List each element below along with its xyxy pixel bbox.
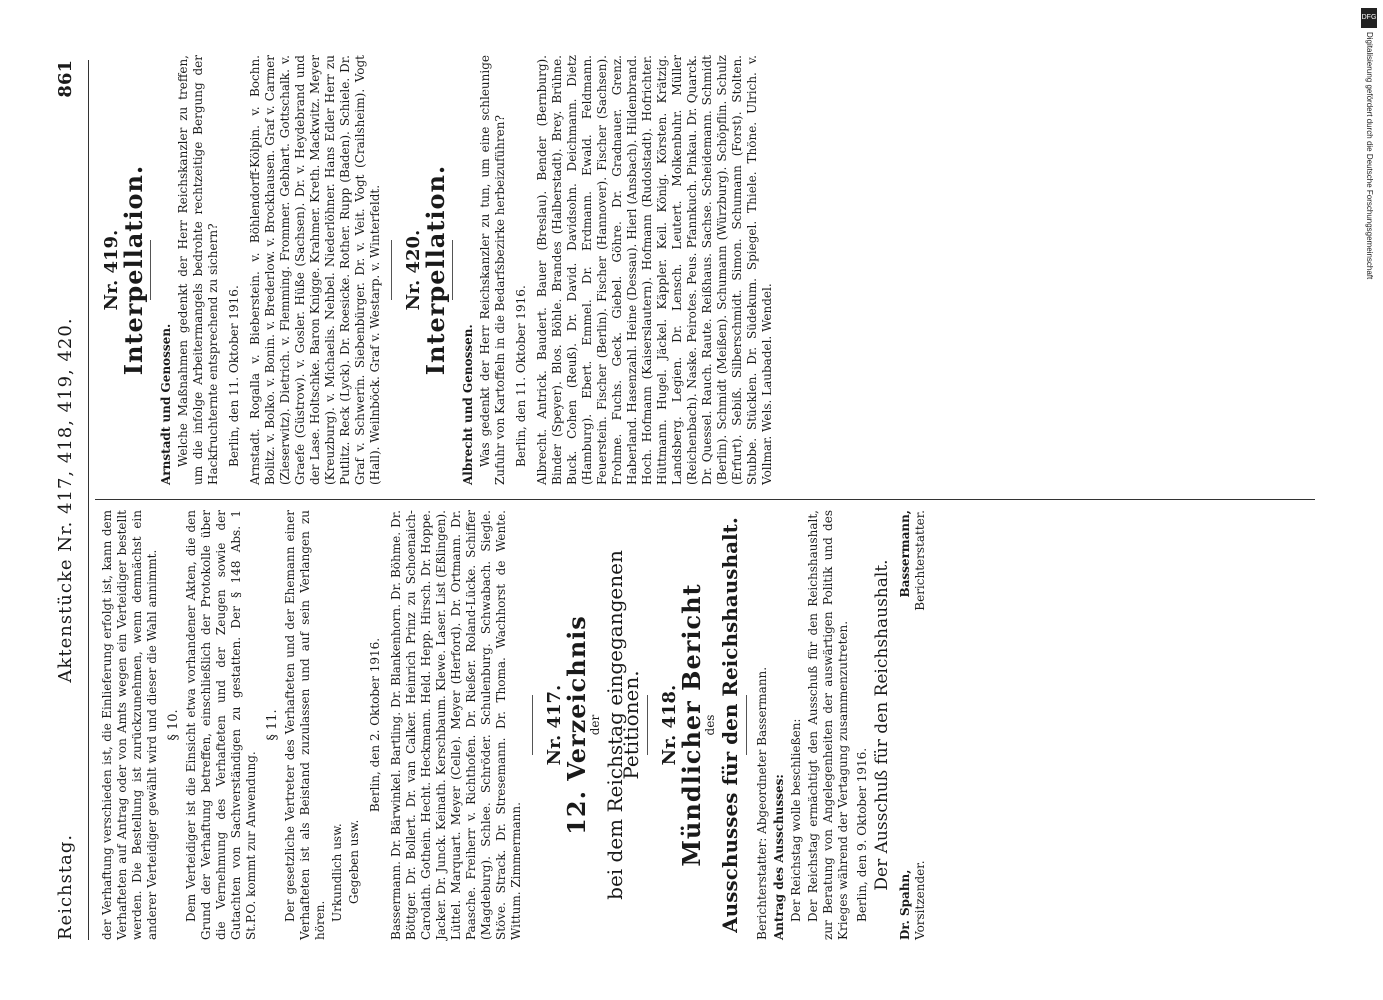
page-header: [55, 60, 85, 940]
nr-417-subtitle: bei dem Reichstag eingegangenen Petitionen.: [603, 550, 643, 900]
nr-419-intro: Arnstadt und Genossen.: [159, 323, 173, 485]
separator: [746, 695, 747, 755]
nr-420: Nr. 420.: [403, 229, 424, 311]
closing-line-1: Urkundlich usw.: [330, 823, 344, 922]
section-10-title: § 10.: [166, 709, 181, 741]
separator: [452, 240, 453, 300]
nr-420-date: Berlin, den 11. Oktober 1916.: [514, 285, 528, 467]
nr-418: Nr. 418.: [659, 684, 680, 766]
date-1: Berlin, den 2. Oktober 1916.: [368, 637, 382, 813]
closing-line-2: Gegeben usw.: [347, 819, 361, 904]
page-number: 861: [55, 60, 76, 98]
signers-list-1: Bassermann. Dr. Bärwinkel. Bartling. Dr. Blankenhorn. Dr. Böhme. Dr. Böttger. Dr. Bollert. Dr. van Calker. Heinrich Prinz zu Schoenaich-Carolath. Gothein. Hecht. Heckmann. Held. Hepp. Hirsch. Dr. Hoppe. Jacker. Dr. Junck. Keinath. Kerschbaum. Klewe. Laser. List (Eßlingen). Lüttel. Marquart. Meyer (Celle). Meyer (Herford). Dr. Ortmann. Dr. Paasche. Freiherr v. Richthofen. Dr. Rießer. Roland-Lücke. Schiffer (Magdeburg). Schlee. Schröder. Schulenburg. Schwabach. Siegle. Stöve. Strack. Dr. Stresemann. Dr. Thoma. Wachhorst de Wente. Wittum. Zimmermann.: [389, 510, 523, 940]
antrag-text-2: Der Reichstag ermächtigt den Ausschuß für den Reichshaushalt, zur Beratung von Angelegenheiten der auswärtigen Politik und des Krieges während der Vertagung zusammenzutreten.: [806, 510, 850, 940]
nr-418-title: Mündlicher Bericht: [677, 583, 706, 867]
signature-right-role: Berichterstatter.: [913, 510, 927, 611]
nr-420-intro: Albrecht und Genossen.: [461, 324, 475, 485]
right-column: [100, 55, 777, 485]
nr-420-title: Interpellation.: [421, 164, 450, 376]
committee-name: Der Ausschuß für den Reichshaushalt.: [872, 559, 892, 891]
header-title: Aktenstücke Nr. 417, 418, 419, 420.: [55, 317, 76, 683]
dfg-stamp-text: Digitalisierung gefördert durch die Deutsche Forschungsgemeinschaft: [1365, 32, 1374, 280]
paragraph-top: der Verhaftung verschieden ist, die Einlieferung erfolgt ist, kann dem Verhafteten auf Antrag oder von Amts wegen ein Verteidiger bestellt werden. Die Bestellung ist zurückzunehmen, wenn demnächst ein anderer Verteidiger gewählt wird und dieser die Wahl annimmt.: [100, 510, 159, 940]
header-rule: [88, 60, 89, 940]
berichterstatter: Berichterstatter: Abgeordneter Bassermann.: [755, 666, 769, 940]
signatures: [898, 510, 928, 940]
signature-left-role: Vorsitzender.: [913, 860, 927, 940]
dfg-stamp: [1360, 10, 1378, 400]
nr-420-signers: Albrecht. Antrick. Baudert. Bauer (Breslau). Bender (Bernburg). Binder (Speyer). Blos. Böhle. Brandes (Halberstadt). Brey. Brühne. Buck. Cohen (Reuß). Dr. David. Davidsohn. Deichmann. Dietz (Hamburg). Ebert. Emmel. Dr. Erdmann. Ewald. Feldmann. Feuerstein. Fischer (Berlin). Fischer (Hannover). Fischer (Sachsen). Frohme. Fuchs. Geck. Giebel. Göhre. Dr. Gradnauer. Grenz. Haberland. Hasenzahl. Heine (Dessau). Hierl (Ansbach). Hildenbrand. Hoch. Hofmann (Kaiserslautern). Hofmann (Rudolstadt). Hofrichter. Hüttmann. Hugel. Jäckel. Käppler. Keil. König. Körsten. Krätzig. Landsberg. Legien. Dr. Lensch. Leutert. Molkenbuhr. Müller (Reichenbach). Naske. Peirotes. Peus. Pfannkuch. Pinkau. Dr. Quarck. Dr. Quessel. Rauch. Raute. Reißhaus. Sachse. Scheidemann. Schmidt (Berlin). Schmidt (Meißen). Schumann (Würzburg). Schöpflin. Schulz (Erfurt). Sebiß. Silberschmidt. Simon. Schumann (Forst). Stolten. Stubbe. Stücklen. Dr. Südekum. Spiegel. Thiele. Thöne. Ulrich. v. Vollmar. Wels. Laubadel. Wendel.: [535, 55, 774, 485]
section-11-text: Der gesetzliche Vertreter des Verhafteten und der Ehemann einer Verhafteten ist als Beistand zuzulassen und auf sein Verlangen zu hören.: [283, 510, 327, 940]
nr-418-des: des: [703, 714, 717, 736]
separator: [532, 695, 533, 755]
signature-left-name: Dr. Spahn,: [898, 869, 912, 940]
nr-419-signers: Arnstadt. Rogalla v. Bieberstein. v. Böhlendorff-Kölpin. v. Bochn. Bolitz. v. Bolko. v. Bonin. v. Brederlow. v. Brockhausen. Graf v. Carmer (Zieserwitz). Dietrich. v. Flemming. Frommer. Gebhart. Gottschalk. v. Graefe (Güstrow). v. Gosler. Hüße (Sachsen). Dr. v. Heydebrand und der Lase. Holtschke. Baron Knigge. Krahmer. Kreth. Mackwitz. Meyer (Kreuzburg). v. Michaelis. Nehbel. Niederlöhner. Hans Edler Herr zu Putlitz. Reck (Lyck). Dr. Roesicke. Rother. Rupp (Baden). Schiele. Dr. Graf v. Schwerin. Siebenbürger. Dr. v. Veit. Vogt (Crailsheim). Vogt (Hall). Weilnböck. Graf v. Westarp. v. Winterfeldt.: [248, 55, 382, 485]
left-column: [100, 510, 928, 940]
header-left: Reichstag.: [55, 833, 76, 940]
nr-417-title: 12. Verzeichnis: [562, 615, 591, 835]
nr-418-subtitle: Ausschusses für den Reichshaushalt.: [718, 517, 742, 933]
dfg-logo: DFG: [1361, 8, 1377, 28]
nr-419-text: Welche Maßnahmen gedenkt der Herr Reichskanzler zu treffen, um die infolge Arbeitermangels bedrohte rechtzeitige Bergung der Hackfruchternte entsprechend zu sichern?: [176, 55, 220, 485]
nr-419: Nr. 419.: [101, 229, 122, 311]
column-divider: [95, 499, 1315, 500]
date-2: Berlin, den 9. Oktober 1916.: [855, 747, 869, 922]
separator: [647, 695, 648, 755]
nr-417: Nr. 417.: [544, 684, 565, 766]
section-10-text: Dem Verteidiger ist die Einsicht etwa vorhandener Akten, die den Grund der Verhaftung betreffen, einschließlich der Protokolle über die Vernehmung des Verhafteten und der Zeugen sowie der Gutachten von Sachverständigen zu gestatten. Der § 148 Abs. 1 St.P.O. kommt zur Anwendung.: [184, 510, 258, 940]
separator: [391, 240, 392, 300]
antrag-heading: Antrag des Ausschusses:: [772, 774, 786, 940]
nr-419-title: Interpellation.: [119, 164, 148, 376]
separator: [150, 240, 151, 300]
signature-right-name: Bassermann,: [898, 510, 912, 598]
nr-420-text: Was gedenkt der Herr Reichskanzler zu tun, um eine schleunige Zufuhr von Kartoffeln in die Bedarfsbezirke herbeizuführen?: [478, 55, 507, 485]
nr-419-date: Berlin, den 11. Oktober 1916.: [227, 285, 241, 467]
nr-417-der: der: [588, 714, 602, 736]
section-11-title: § 11.: [265, 709, 280, 741]
antrag-text-1: Der Reichstag wolle beschließen:: [789, 718, 803, 922]
